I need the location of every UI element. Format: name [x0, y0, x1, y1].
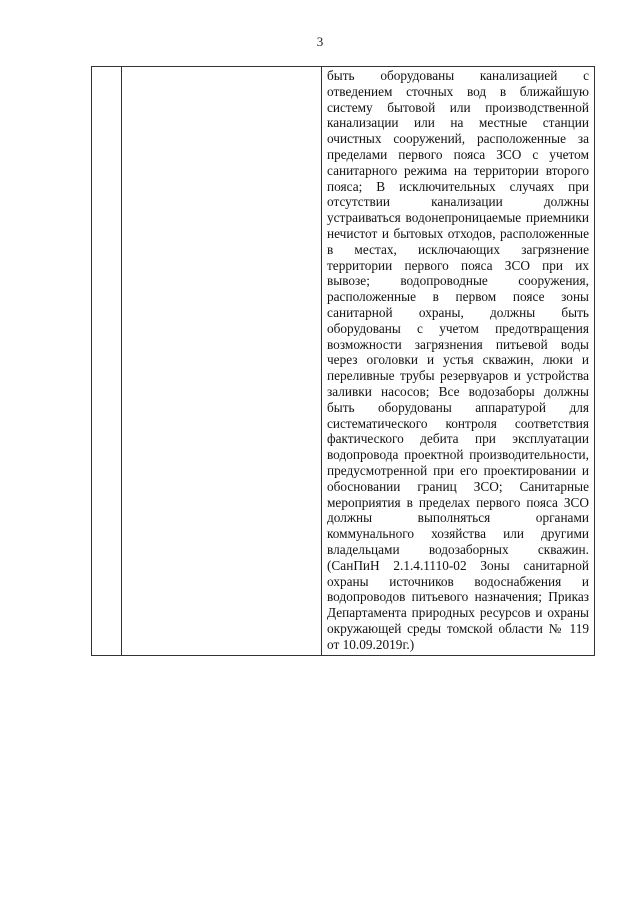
table-cell-object	[122, 67, 322, 656]
cell-text-number	[92, 67, 121, 71]
cell-text-object	[122, 67, 321, 71]
requirements-text: быть оборудованы канализацией с отведением сточных вод в ближайшую систему бытовой или производственной канализации или на местные станции очистных сооружений, расположенные за пределами первого пояса ЗСО с учетом санитарного режима на территории второго пояса; В исключительных случаях при отсутствии канализации должны устраиваться водонепроницаемые приемники нечистот и бытовых отходов, расположенные в местах, исключающих загрязнение территории первого пояса ЗСО при их вывозе; водопроводные сооружения, расположенные в первом поясе зоны санитарной охраны, должны быть оборудованы с учетом предотвращения возможности загрязнения питьевой воды через оголовки и устья скважин, люки и переливные трубы резервуаров и устройства заливки насосов; Все водозаборы должны быть оборудованы аппаратурой для систематического контроля соответствия фактического дебита при эксплуатации водопровода проектной производительности, предусмотренной при его проектировании и обосновании границ ЗСО; Санитарные мероприятия в пределах первого пояса ЗСО должны выполняться органами коммунального хозяйства или другими владельцами водозаборных скважин. (СанПиН 2.1.4.1110-02 Зоны санитарной охраны источников водоснабжения и водопроводов питьевого назначения; Приказ Департамента природных ресурсов и охраны окружающей среды томской области № 119 от 10.09.2019г.)	[327, 68, 589, 652]
requirements-table	[91, 66, 595, 656]
table-cell-number	[92, 67, 122, 656]
table-row	[92, 67, 595, 656]
page-number: 3	[316, 34, 324, 49]
table-cell-requirements	[322, 67, 595, 656]
